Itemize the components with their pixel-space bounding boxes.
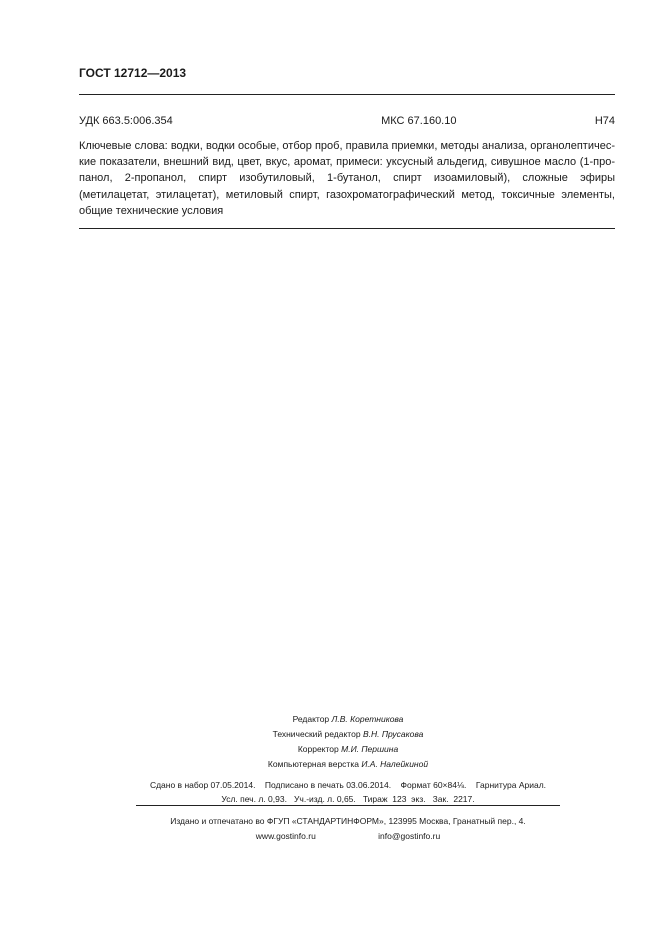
keywords-line: (метилацетат, этилацетат), метиловый спирт, газохроматографический метод, токсичные элементы, bbox=[79, 188, 615, 201]
website-link[interactable]: www.gostinfo.ru bbox=[255, 831, 316, 841]
keywords-line: панол, 2-пропанол, спирт изобутиловый, 1-бутанол, спирт изоамиловый), сложные эфиры bbox=[79, 172, 615, 185]
layout-name: И.А. Налейкиной bbox=[361, 759, 429, 769]
keywords-line: кие показатели, внешний вид, цвет, вкус, аромат, примеси: уксусный альдегид, сивушное масло (1-про- bbox=[79, 156, 615, 169]
publishing-divider bbox=[136, 805, 560, 806]
corrector-name: М.И. Першина bbox=[341, 744, 399, 754]
editor-label: Редактор bbox=[292, 714, 330, 724]
tech-editor-line bbox=[200, 727, 496, 742]
credits-block bbox=[200, 712, 496, 772]
editor-line bbox=[200, 712, 496, 727]
print-volume-line: Усл. печ. л. 0,93. Уч.-изд. л. 0,65. Тираж 123 экз. Зак. 2217. bbox=[221, 794, 475, 804]
category-code: Н74 bbox=[594, 115, 615, 127]
editor-name: Л.В. Коретникова bbox=[331, 714, 404, 724]
udk-code: УДК 663.5:006.354 bbox=[79, 115, 173, 127]
keywords-line: Ключевые слова: водки, водки особые, отбор проб, правила приемки, методы анализа, органолептичес- bbox=[79, 140, 615, 152]
publishing-info bbox=[120, 778, 576, 806]
publisher-block bbox=[120, 814, 576, 844]
keywords-divider bbox=[79, 228, 615, 229]
keywords-paragraph bbox=[79, 138, 615, 219]
publisher-line: Издано и отпечатано во ФГУП «СТАНДАРТИНФОРМ», 123995 Москва, Гранатный пер., 4. bbox=[170, 816, 526, 826]
tech-editor-name: В.Н. Прусакова bbox=[362, 729, 424, 739]
corrector-label: Корректор bbox=[297, 744, 339, 754]
classification-line bbox=[79, 115, 615, 127]
keywords-line: общие технические условия bbox=[79, 204, 224, 217]
tech-editor-label: Технический редактор bbox=[272, 729, 361, 739]
standard-id: ГОСТ 12712—2013 bbox=[79, 66, 187, 80]
corrector-line bbox=[200, 742, 496, 757]
email-link[interactable]: info@gostinfo.ru bbox=[378, 831, 441, 841]
layout-line bbox=[200, 757, 496, 772]
contacts-line bbox=[120, 829, 576, 844]
layout-label: Компьютерная верстка bbox=[267, 759, 359, 769]
print-details-line: Сдано в набор 07.05.2014. Подписано в печать 03.06.2014. Формат 60×84⅛. Гарнитура Ариал. bbox=[149, 780, 547, 790]
top-divider bbox=[79, 94, 615, 95]
mks-code: МКС 67.160.10 bbox=[381, 115, 457, 127]
